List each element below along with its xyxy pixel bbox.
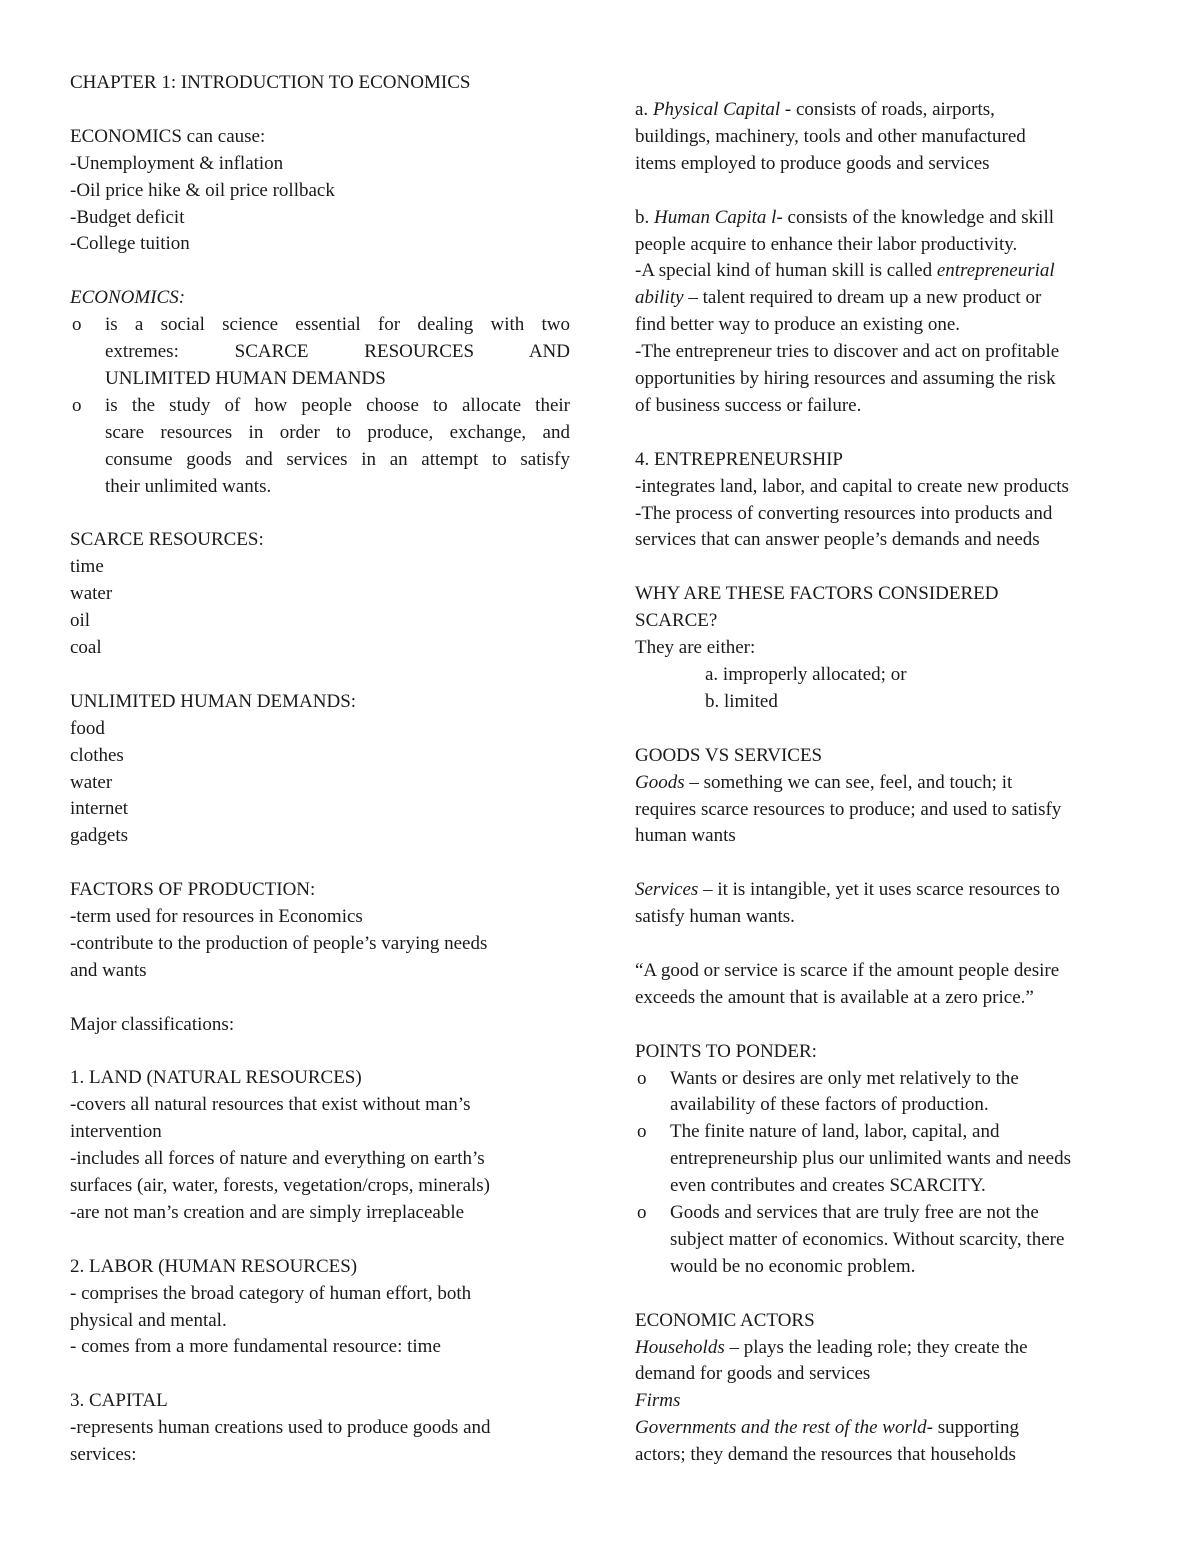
- bullet-item: o The finite nature of land, labor, capital, and entrepreneurship plus our unlimited wants and needs even contributes and creates SCARCITY.: [637, 1121, 1072, 1197]
- bullet-item: o Goods and services that are truly free are not the subject matter of economics. Without scarcity, there would be no economic problem.: [637, 1202, 1065, 1277]
- list-item: oil: [70, 610, 91, 632]
- governments-definition: Governments and the rest of the world- supporting: [635, 1417, 1020, 1439]
- list-item: -College tuition: [70, 233, 190, 255]
- human-capital-definition: b. Human Capita l- consists of the knowledge and skill: [635, 206, 1055, 228]
- goods-definition: Goods – something we can see, feel, and touch; it: [635, 771, 1013, 793]
- households-definition: Households – plays the leading role; they create the: [635, 1336, 1028, 1358]
- list-item: gadgets: [70, 825, 129, 847]
- points-to-ponder-heading: POINTS TO PONDER:: [635, 1040, 817, 1062]
- economic-actors-heading: ECONOMIC ACTORS: [635, 1309, 815, 1331]
- list-item: -Unemployment & inflation: [70, 152, 284, 174]
- list-item: time: [70, 556, 104, 578]
- goods-vs-services-heading: GOODS VS SERVICES: [635, 744, 823, 766]
- list-item: food: [70, 717, 105, 739]
- right-column: a. Physical Capital - consists of roads, airports, buildings, machinery, tools and other manufactured items employed to produce goods and services b. Human Capita l- consists of the knowledge and skill people acquire to enhance their labor productivity. -A special kind of human skill is called entrepreneurial ability – talent required to dream up a new product or find better way to produce an existing one. -The entrepreneur tries to discover and act on profitable opportunities by hiring resources and assuming the risk of business success or failure. 4. ENTREPRENEURSHIP -integrates land, labor, and capital to create new products -The process of converting resources into products and services that can answer people’s demands and needs WHY ARE THESE FACTORS CONSIDERED SCARCE? They are either: a. improperly allocated; or b. limited GOODS VS SERVICES Goods – something we can see, feel, and touch; it requires scarce resources to produce; and used to satisfy human wants Services – it is intangible, yet it uses scarce resources to satisfy human wants. “A good or service is scarce if the amount people desire exceeds the amount that is available at a zero price.” POINTS TO PONDER: o Wants or desires are only met relatively to the availability of these factors of production. o The finite nature of land, labor, capital, and entrepreneurship plus our unlimited wants and needs even contributes and creates SCARCITY. o Goods and services that are truly free are not the subject matter of economics. Without scarcity, there would be no economic problem. ECONOMIC ACTORS Households – plays the leading role; they create the demand for goods and services Firms Governments and the rest of the world- supporting actors; they demand the resources that households: [635, 97, 1135, 1469]
- bullet-icon: o: [72, 314, 82, 336]
- bullet-item: o is the study of how people choose to allocate their scare resources in order to produce, exchange, and consume goods and services in an attempt to satisfy their unlimited wants.: [72, 394, 570, 497]
- list-item: -Oil price hike & oil price rollback: [70, 179, 335, 201]
- economics-heading: ECONOMICS:: [70, 287, 186, 309]
- list-item: water: [70, 771, 113, 793]
- physical-capital-definition: a. Physical Capital - consists of roads, airports,: [635, 99, 995, 120]
- entrepreneurship-heading: 4. ENTREPRENEURSHIP: [635, 448, 843, 470]
- list-item: -Budget deficit: [70, 206, 185, 228]
- list-item: b. limited: [705, 690, 778, 712]
- bullet-item: o Wants or desires are only met relatively to the availability of these factors of production.: [637, 1067, 1019, 1116]
- bullet-icon: o: [637, 1121, 647, 1143]
- quote: “A good or service is scarce if the amount people desire: [635, 959, 1060, 981]
- causes-heading: ECONOMICS can cause:: [70, 125, 266, 147]
- why-scarce-heading: WHY ARE THESE FACTORS CONSIDERED: [635, 583, 999, 605]
- factors-heading: FACTORS OF PRODUCTION:: [70, 879, 316, 901]
- left-column: CHAPTER 1: INTRODUCTION TO ECONOMICS ECONOMICS can cause: -Unemployment & inflation -Oil price hike & oil price rollback -Budget deficit -College tuition ECONOMICS: o is a social science essential for dealing with two extremes: SCARCE RESOURCES AND UNLIMITED HUMAN DEMANDS o is the study of how people choose to allocate their scare resources in order to produce, exchange, and consume goods and services in an attempt to satisfy their unlimited wants. SCARCE RESOURCES: time water oil coal UNLIMITED HUMAN DEMANDS: food clothes water internet gadgets FACTORS OF PRODUCTION: -term used for resources in Economics -contribute to the production of people’s varying needs and wants Major classifications: 1. LAND (NATURAL RESOURCES) -covers all natural resources that exist without man’s intervention -includes all forces of nature and everything on earth’s surfaces (air, water, forests, vegetation/crops, minerals) -are not man’s creation and are simply irreplaceable 2. LABOR (HUMAN RESOURCES) - comprises the broad category of human effort, both physical and mental. - comes from a more fundamental resource: time 3. CAPITAL -represents human creations used to produce goods and services:: [70, 72, 570, 1466]
- bullet-icon: o: [637, 1202, 647, 1224]
- bullet-item: o is a social science essential for dealing with two extremes: SCARCE RESOURCES AND UNLIMITED HUMAN DEMANDS: [72, 314, 570, 389]
- major-classifications: Major classifications:: [70, 1013, 235, 1035]
- list-item: a. improperly allocated; or: [705, 663, 907, 685]
- services-definition: Services – it is intangible, yet it uses scarce resources to: [635, 879, 1060, 901]
- capital-heading: 3. CAPITAL: [70, 1390, 168, 1412]
- land-heading: 1. LAND (NATURAL RESOURCES): [70, 1067, 362, 1089]
- list-item: water: [70, 583, 113, 605]
- list-item: internet: [70, 798, 129, 820]
- scarce-resources-heading: SCARCE RESOURCES:: [70, 529, 264, 551]
- bullet-icon: o: [637, 1067, 647, 1089]
- list-item: clothes: [70, 744, 124, 766]
- list-item: coal: [70, 636, 102, 658]
- chapter-title: CHAPTER 1: INTRODUCTION TO ECONOMICS: [70, 72, 471, 93]
- labor-heading: 2. LABOR (HUMAN RESOURCES): [70, 1255, 358, 1277]
- bullet-icon: o: [72, 394, 82, 416]
- firms-term: Firms: [635, 1390, 681, 1412]
- demands-heading: UNLIMITED HUMAN DEMANDS:: [70, 690, 357, 712]
